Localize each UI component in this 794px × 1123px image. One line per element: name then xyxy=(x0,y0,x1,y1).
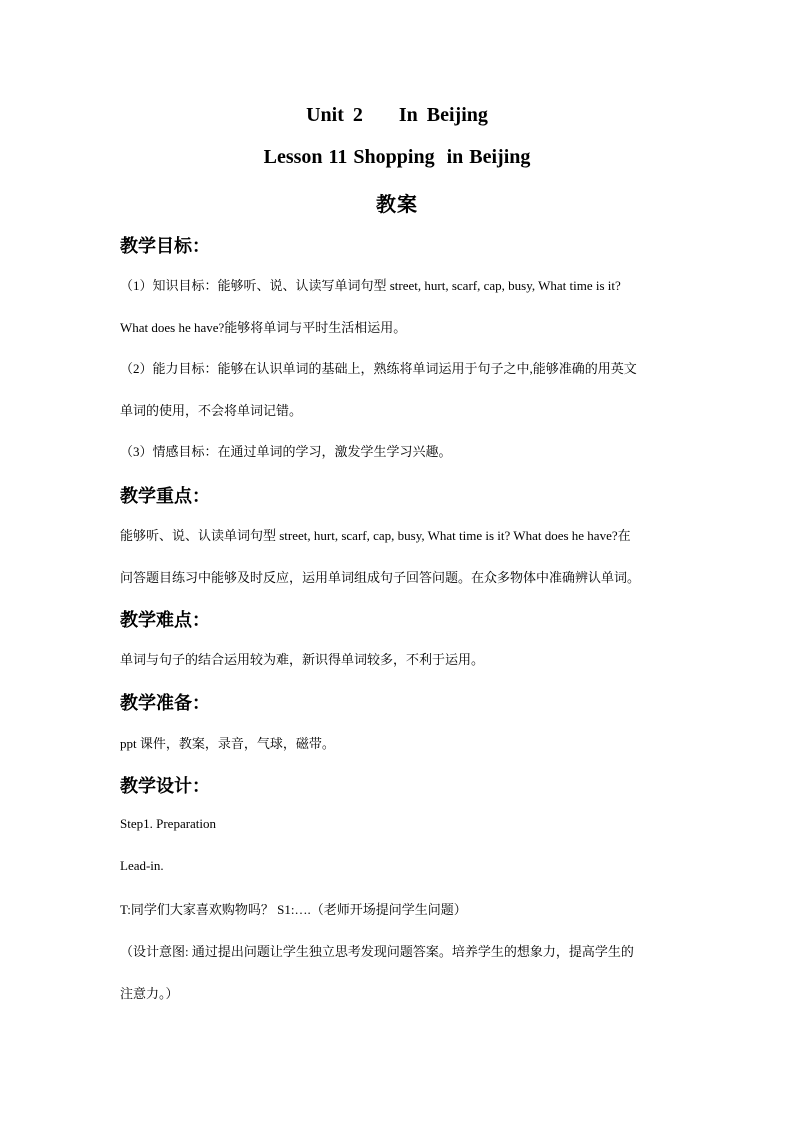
key-points-heading: 教学重点： xyxy=(120,486,210,507)
difficulties-line: 单词与句子的结合运用较为难，新识得单词较多，不利于运用。 xyxy=(120,652,485,667)
lesson-title: Lesson 11 Shopping in Beijing xyxy=(263,146,531,168)
objectives-line: （1）知识目标：能够听、说、认读写单词句型 street, hurt, scarf, cap, busy, What time is it? xyxy=(120,278,621,293)
objectives-heading: 教学目标： xyxy=(120,236,210,257)
key-points-line: 问答题目练习中能够及时反应，运用单词组成句子回答问题。在众多物体中准确辨认单词。 xyxy=(120,570,641,585)
objectives-line: （3）情感目标：在通过单词的学习，激发学生学习兴趣。 xyxy=(120,444,452,459)
design-line: T:同学们大家喜欢购物吗？ S1:….（老师开场提问学生问题） xyxy=(120,902,467,917)
unit-title: Unit 2 In Beijing xyxy=(306,104,488,126)
design-line: Step1. Preparation xyxy=(120,816,217,831)
design-line: 注意力。） xyxy=(120,986,179,1001)
design-line: （设计意图: 通过提出问题让学生独立思考发现问题答案。培养学生的想象力，提高学生的 xyxy=(120,944,634,959)
doc-type-title: 教案 xyxy=(376,194,418,216)
preparation-heading: 教学准备： xyxy=(120,693,210,714)
preparation-line: ppt 课件，教案，录音，气球，磁带。 xyxy=(120,736,335,751)
design-line: Lead-in. xyxy=(120,858,164,873)
key-points-line: 能够听、说、认读单词句型 street, hurt, scarf, cap, busy, What time is it? What does he have?在 xyxy=(120,528,631,543)
design-heading: 教学设计： xyxy=(120,776,210,797)
objectives-line: 单词的使用，不会将单词记错。 xyxy=(120,403,303,418)
difficulties-heading: 教学难点： xyxy=(120,610,210,631)
objectives-line: What does he have?能够将单词与平时生活相运用。 xyxy=(120,320,407,335)
objectives-line: （2）能力目标：能够在认识单词的基础上，熟练将单词运用于句子之中,能够准确的用英文 xyxy=(120,361,637,376)
